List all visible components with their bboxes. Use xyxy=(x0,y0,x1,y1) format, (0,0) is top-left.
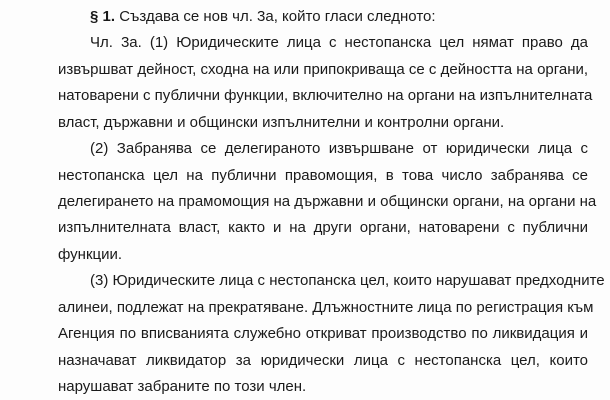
section-heading xyxy=(90,6,436,28)
paragraph-2-line-2: нестопанска цел на публични правомощия, в това число забранява се xyxy=(58,167,588,184)
section-mark: § 1. xyxy=(90,8,116,25)
paragraph-1-line-1: Чл. 3а. (1) Юридическите лица с нестопанска цел нямат право да xyxy=(90,34,588,51)
paragraph-3-line-5: нарушават забраните по този член. xyxy=(58,378,307,395)
paragraph-2-line-3: делегирането на прамомощия на държавни и общински органи, на органи на xyxy=(58,193,597,210)
paragraph-3-line-1: (3) Юридическите лица с нестопанска цел, които нарушават предходните xyxy=(90,272,605,289)
paragraph-3-line-2: алинеи, подлежат на прекратяване. Длъжностните лица по регистрация към xyxy=(58,299,594,316)
paragraph-1-line-4: власт, държавни и общински изпълнителни и контролни органи. xyxy=(58,114,505,131)
paragraph-1-line-2: извършват дейност, сходна на или припокриваща се с дейността на органи, xyxy=(58,61,589,78)
section-heading-text: Създава се нов чл. 3а, който гласи следното: xyxy=(119,8,436,25)
paragraph-2-line-1: (2) Забранява се делегираното извършване от юридически лица с xyxy=(90,140,588,157)
paragraph-3-line-4: назначават ликвидатор за юридически лица с нестопанска цел, които xyxy=(58,352,588,369)
paragraph-2-line-4: изпълнителната власт, както и на други органи, натоварени с публични xyxy=(58,219,588,236)
paragraph-3-line-3: Агенция по вписванията служебно откриват производство по ликвидация и xyxy=(58,325,588,342)
paragraph-1-line-3: натоварени с публични функции, включително на органи на изпълнителната xyxy=(58,87,593,104)
paragraph-2-line-5: функции. xyxy=(58,246,123,263)
